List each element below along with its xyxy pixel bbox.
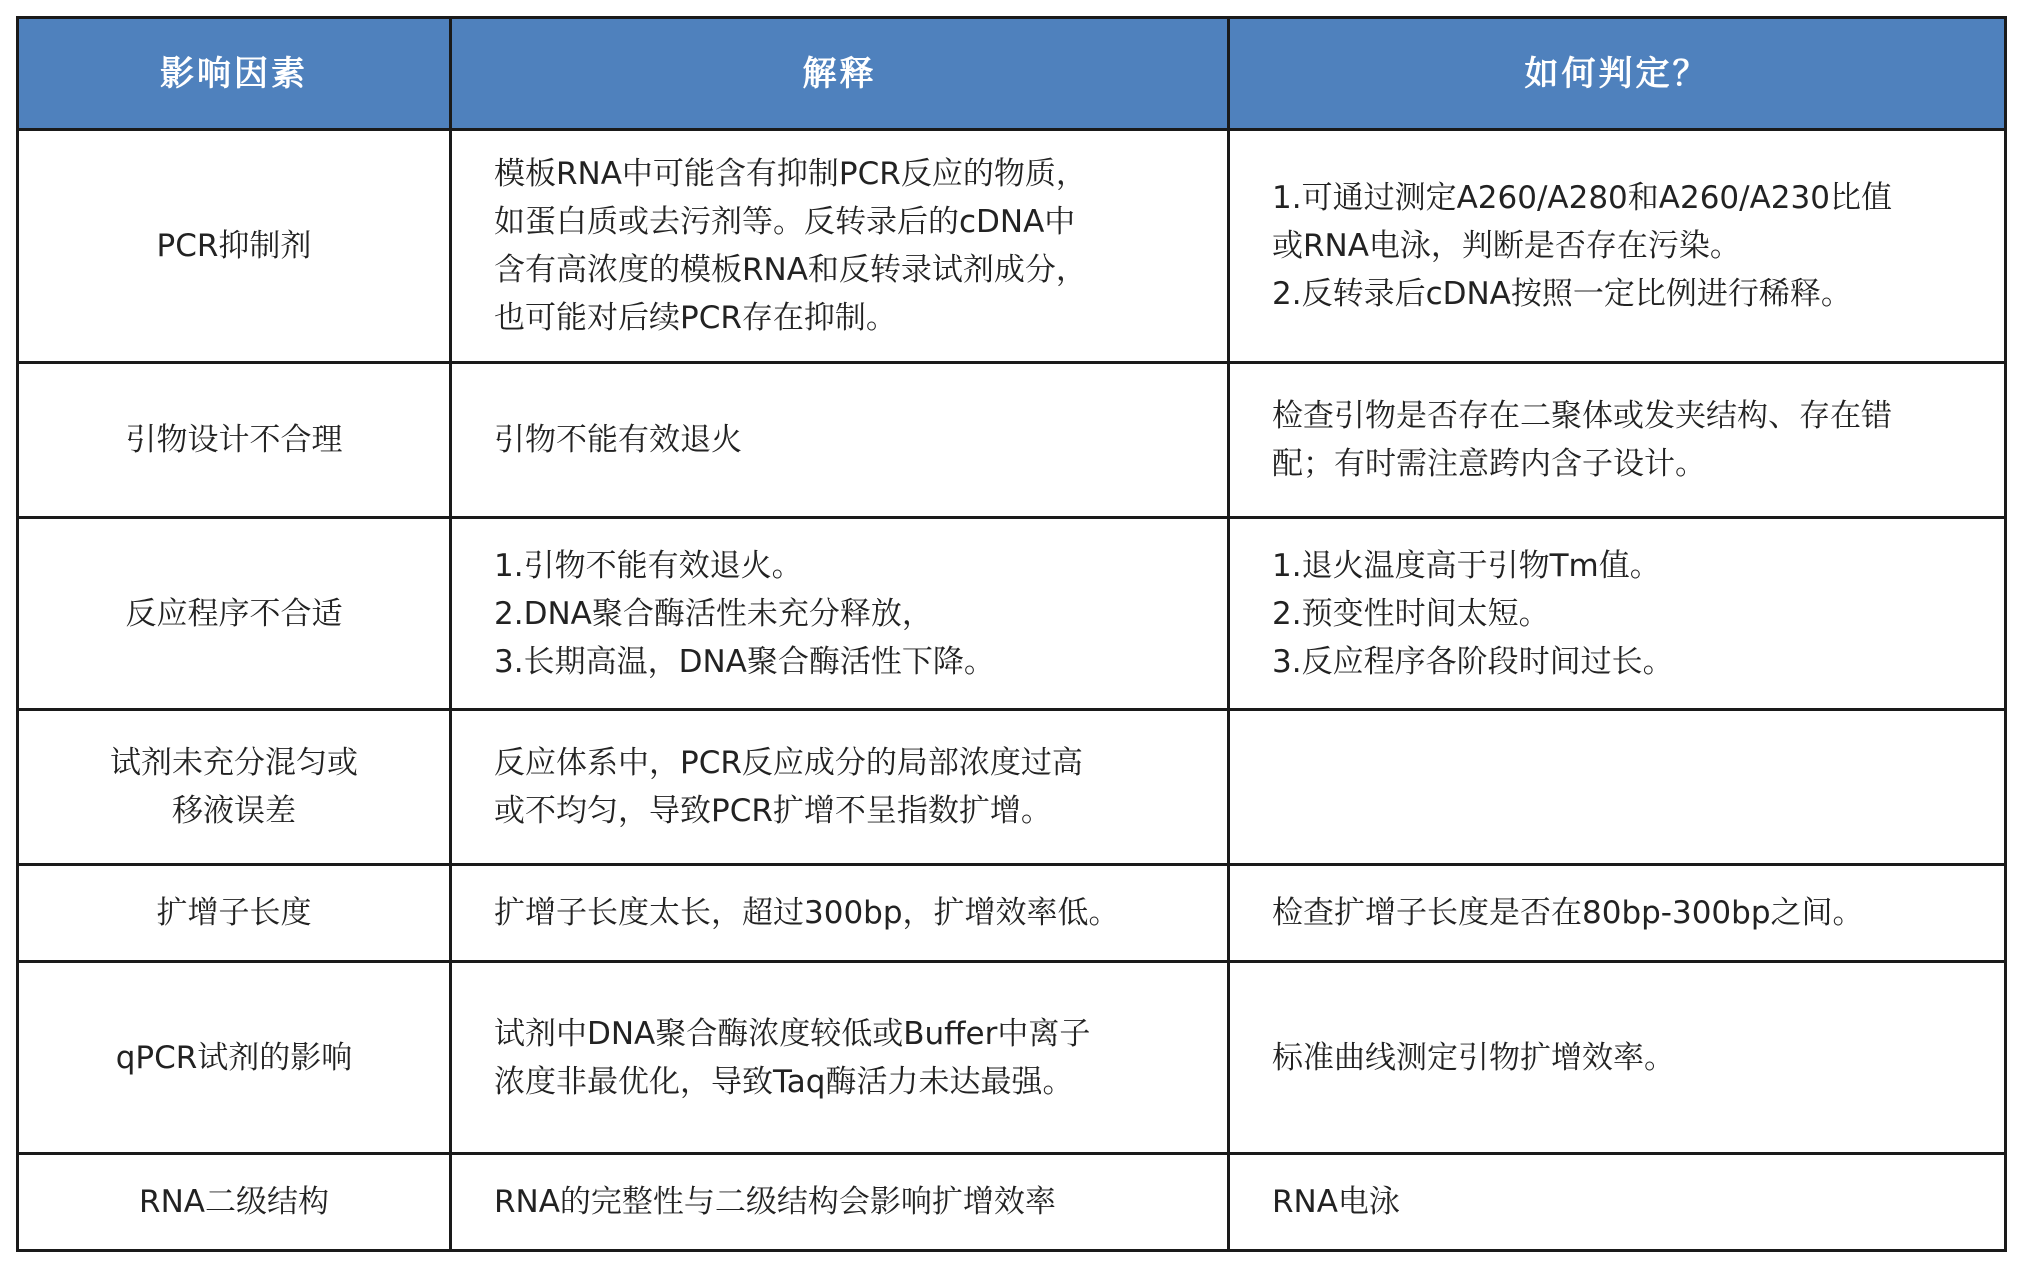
factor-text: 反应程序不合适 xyxy=(125,595,343,632)
judgement-line: RNA电泳 xyxy=(1272,1184,1400,1220)
explanation-line: 也可能对后续PCR存在抑制。 xyxy=(494,300,897,336)
judgement-line: 2.反转录后cDNA按照一定比例进行稀释。 xyxy=(1272,276,1852,312)
explanation-line: 2.DNA聚合酶活性未充分释放， xyxy=(494,595,933,632)
explanation-line: 试剂中DNA聚合酶浓度较低或Buffer中离子 xyxy=(494,1015,1091,1052)
header-explanation: 解释 xyxy=(451,18,1229,130)
explanation-line: RNA的完整性与二级结构会影响扩增效率 xyxy=(494,1184,1056,1220)
explanation-line: 含有高浓度的模板RNA和反转录试剂成分， xyxy=(494,252,1087,288)
table-row xyxy=(18,962,2006,1154)
factor-cell xyxy=(18,865,451,962)
factor-text: 扩增子长度 xyxy=(156,895,312,931)
table-header-row xyxy=(18,18,2006,130)
table-row xyxy=(18,1154,2006,1251)
explanation-cell xyxy=(451,518,1229,710)
factor-cell xyxy=(18,363,451,518)
judgement-cell xyxy=(1229,518,2006,710)
factor-text: qPCR试剂的影响 xyxy=(115,1039,353,1076)
factor-cell xyxy=(18,962,451,1154)
factor-cell xyxy=(18,710,451,865)
judgement-line: 3.反应程序各阶段时间过长。 xyxy=(1272,643,1674,680)
factor-cell xyxy=(18,1154,451,1251)
judgement-line: 2.预变性时间太短。 xyxy=(1272,595,1550,632)
judgement-cell xyxy=(1229,130,2006,363)
explanation-line: 浓度非最优化，导致Taq酶活力未达最强。 xyxy=(494,1063,1074,1100)
table-row xyxy=(18,518,2006,710)
qpcr-factor-table xyxy=(16,16,2007,1252)
factor-text: RNA二级结构 xyxy=(139,1184,329,1220)
explanation-cell xyxy=(451,865,1229,962)
judgement-line: 1.退火温度高于引物Tm值。 xyxy=(1272,547,1661,584)
explanation-cell xyxy=(451,363,1229,518)
explanation-cell xyxy=(451,710,1229,865)
judgement-line: 配；有时需注意跨内含子设计。 xyxy=(1272,446,1706,482)
explanation-line: 扩增子长度太长，超过300bp，扩增效率低。 xyxy=(494,895,1120,931)
explanation-line: 反应体系中，PCR反应成分的局部浓度过高 xyxy=(494,745,1083,781)
judgement-cell xyxy=(1229,363,2006,518)
explanation-line: 3.长期高温，DNA聚合酶活性下降。 xyxy=(494,643,995,680)
factor-text: 试剂未充分混匀或 xyxy=(110,745,358,781)
judgement-cell xyxy=(1229,962,2006,1154)
explanation-line: 1.引物不能有效退火。 xyxy=(494,547,803,584)
judgement-cell-empty xyxy=(1229,710,2006,865)
explanation-cell xyxy=(451,962,1229,1154)
table-row xyxy=(18,130,2006,363)
factor-text: PCR抑制剂 xyxy=(156,228,312,264)
judgement-line: 标准曲线测定引物扩增效率。 xyxy=(1272,1039,1675,1076)
judgement-line: 或RNA电泳，判断是否存在污染。 xyxy=(1272,228,1741,264)
explanation-cell xyxy=(451,1154,1229,1251)
header-factor: 影响因素 xyxy=(18,18,451,130)
explanation-cell xyxy=(451,130,1229,363)
judgement-line: 检查引物是否存在二聚体或发夹结构、存在错 xyxy=(1272,398,1892,434)
judgement-cell xyxy=(1229,1154,2006,1251)
explanation-line: 或不均匀，导致PCR扩增不呈指数扩增。 xyxy=(494,793,1052,829)
table-row xyxy=(18,363,2006,518)
judgement-cell xyxy=(1229,865,2006,962)
judgement-line: 1.可通过测定A260/A280和A260/A230比值 xyxy=(1272,180,1892,216)
explanation-line: 如蛋白质或去污剂等。反转录后的cDNA中 xyxy=(494,204,1076,240)
factor-cell xyxy=(18,130,451,363)
table-row xyxy=(18,865,2006,962)
header-judgement: 如何判定？ xyxy=(1229,18,2006,130)
explanation-line: 模板RNA中可能含有抑制PCR反应的物质， xyxy=(494,156,1087,192)
factor-text: 移液误差 xyxy=(172,793,296,829)
judgement-line: 检查扩增子长度是否在80bp-300bp之间。 xyxy=(1272,895,1864,931)
factor-cell xyxy=(18,518,451,710)
explanation-line: 引物不能有效退火 xyxy=(494,422,742,458)
factor-text: 引物设计不合理 xyxy=(125,422,343,458)
table-row xyxy=(18,710,2006,865)
factor-table-container xyxy=(16,16,2004,1246)
